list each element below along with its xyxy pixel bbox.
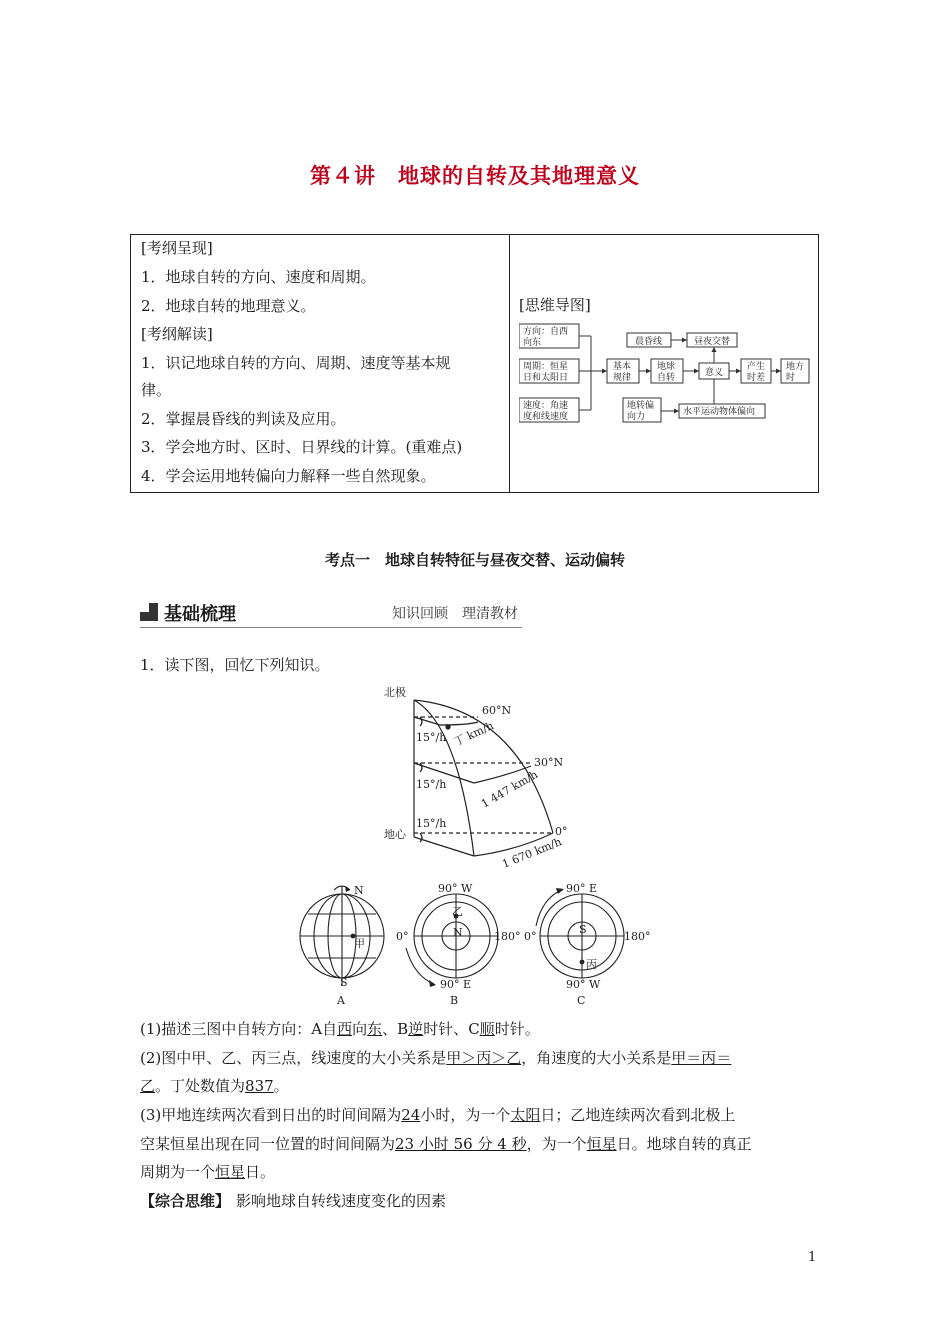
answer-text: 时针。	[494, 1020, 540, 1038]
label-speed-1670: 1 670 km/h	[500, 835, 564, 871]
globe-b-center: N	[453, 926, 463, 939]
globe-b-left: 0°	[396, 930, 409, 943]
label-north-pole: 北极	[384, 686, 406, 699]
node-terminator: 晨昏线	[635, 337, 663, 347]
node-meaning: 意义	[705, 368, 724, 378]
answer-text: ，为一个	[526, 1135, 587, 1153]
answer-text: 空某恒星出现在同一位置的时间间隔为	[140, 1135, 396, 1153]
node-time-diff: 产生	[747, 362, 766, 372]
globe-c-center: S	[579, 923, 587, 936]
label-speed-ding: 丁 km/h	[451, 719, 496, 749]
globe-c-label: C	[577, 994, 586, 1007]
outline-heading: [考纲解读]	[141, 325, 213, 343]
outline-item: 1．识记地球自转的方向、周期、速度等基本规	[141, 354, 451, 372]
label-60n: 60°N	[482, 704, 512, 717]
answer-blank: 恒星	[215, 1163, 246, 1181]
answer-3-end	[140, 1162, 275, 1182]
answer-blank: 837	[245, 1077, 274, 1095]
point-yi: 乙	[452, 905, 463, 918]
table-divider	[509, 235, 510, 492]
globe-a	[300, 886, 384, 986]
globe-a-south: S	[340, 976, 348, 989]
synthesis-text: 影响地球自转线速度变化的因素	[236, 1192, 447, 1210]
answer-text: 日。	[245, 1163, 276, 1181]
globe-b-label: B	[450, 994, 459, 1007]
answer-text: 。丁处数值为	[155, 1077, 246, 1095]
node-local-time: 时	[786, 373, 796, 383]
answer-blank: 23 小时 56 分 4 秒	[395, 1135, 527, 1153]
outline-table	[130, 234, 819, 493]
answer-text: 时针、C	[423, 1020, 480, 1038]
mindmap-heading: [思维导图]	[519, 296, 591, 314]
globe-c-bottom: 90° W	[566, 978, 601, 991]
synthesis-line	[140, 1191, 446, 1211]
point-bing: 丙	[586, 958, 597, 971]
answer-text: 日；乙地连续两次看到北极上	[540, 1106, 736, 1124]
basis-marker-notch	[140, 603, 149, 612]
node-coriolis: 地转偏	[627, 401, 655, 411]
node-direction: 方向：自西	[523, 327, 569, 337]
node-period: 日和太阳日	[523, 373, 569, 383]
outline-item: 1．地球自转的方向、速度和周期。	[141, 268, 376, 286]
answer-2-cont	[140, 1076, 289, 1096]
globe-c-right: 180°	[624, 930, 651, 943]
answer-1	[140, 1019, 540, 1039]
synthesis-label: 【综合思维】	[140, 1192, 231, 1210]
page-number: 1	[808, 1250, 817, 1265]
answer-text: 日。地球自转的真正	[616, 1135, 752, 1153]
section-title: 考点一 地球自转特征与昼夜交替、运动偏转	[324, 551, 625, 569]
answer-text: 向	[352, 1020, 368, 1038]
label-equator: 0°	[555, 825, 568, 838]
answer-3	[140, 1105, 735, 1125]
answer-blank: 恒星	[586, 1135, 617, 1153]
globe-a-label: A	[337, 994, 345, 1007]
node-coriolis: 向力	[627, 412, 646, 422]
node-earth-rotation: 地球	[657, 362, 676, 372]
answer-text: ，角速度的大小关系是	[521, 1049, 672, 1067]
label-earth-center: 地心	[384, 828, 406, 841]
node-basic-law: 规律	[613, 373, 632, 383]
answer-text: (3)甲地连续两次看到日出的时间间隔为	[140, 1106, 402, 1124]
label-angular-speed: 15°/h	[416, 817, 447, 830]
answer-text: (2)图中甲、乙、丙三点，线速度的大小关系是	[140, 1049, 447, 1067]
answer-blank: 西	[337, 1020, 353, 1038]
label-speed-1447: 1 447 km/h	[479, 767, 540, 811]
globe-b-bottom: 90° E	[440, 978, 472, 991]
answer-2	[140, 1048, 731, 1068]
answer-blank: 甲＝丙＝	[671, 1049, 732, 1067]
answer-text: (1)描述三图中自转方向：A自	[140, 1020, 338, 1038]
node-basic-law: 基本	[613, 362, 632, 372]
basis-rule	[140, 627, 522, 628]
label-30n: 30°N	[534, 756, 564, 769]
outline-item: 2．掌握晨昏线的判读及应用。	[141, 410, 346, 428]
basis-subtitle: 知识回顾 理清教材	[392, 606, 518, 622]
question-1: 1．读下图，回忆下列知识。	[140, 656, 330, 674]
node-deflection: 水平运动物体偏向	[683, 407, 756, 417]
node-period: 周期：恒星	[523, 362, 569, 372]
answer-text: 。	[273, 1077, 289, 1095]
label-angular-speed: 15°/h	[416, 778, 447, 791]
page-title: 第４讲 地球的自转及其地理意义	[310, 163, 640, 188]
mind-map	[519, 323, 817, 429]
globe-b-right: 180°	[494, 930, 521, 943]
globe-c-top: 90° E	[566, 882, 598, 895]
outline-item: 律。	[141, 381, 172, 399]
answer-blank: 顺	[479, 1020, 495, 1038]
answer-blank: 甲＞丙＞乙	[446, 1049, 522, 1067]
answer-3-cont	[140, 1134, 752, 1154]
basis-header	[140, 600, 522, 630]
node-speed: 度和线速度	[523, 412, 569, 422]
answer-text: 、B	[382, 1020, 409, 1038]
globe-c-left: 0°	[524, 930, 537, 943]
outline-item: 2．地球自转的地理意义。	[141, 297, 316, 315]
label-angular-speed: 15°/h	[416, 731, 447, 744]
rotation-direction-figure	[290, 878, 670, 1010]
outline-item: 3．学会地方时、区时、日界线的计算。(重难点)	[141, 438, 463, 456]
answer-text: 小时，为一个	[420, 1106, 511, 1124]
earth-section-figure	[378, 680, 588, 880]
point-jia: 甲	[354, 937, 365, 950]
node-direction: 向东	[523, 338, 542, 348]
globe-b-top: 90° W	[438, 882, 473, 895]
node-local-time: 地方	[786, 362, 805, 372]
basis-label: 基础梳理	[164, 604, 236, 625]
globe-a-north: N	[354, 884, 364, 897]
answer-blank: 乙	[140, 1077, 156, 1095]
answer-blank: 24	[401, 1106, 421, 1124]
node-time-diff: 时差	[747, 373, 766, 383]
answer-blank: 逆	[408, 1020, 424, 1038]
answer-text: 周期为一个	[140, 1163, 216, 1181]
node-day-night: 昼夜交替	[694, 337, 731, 347]
outline-item: 4．学会运用地转偏向力解释一些自然现象。	[141, 467, 436, 485]
node-earth-rotation: 自转	[657, 373, 676, 383]
answer-blank: 太阳	[510, 1106, 541, 1124]
outline-heading: [考纲呈现]	[141, 239, 213, 257]
answer-blank: 东	[367, 1020, 383, 1038]
node-speed: 速度：角速	[523, 401, 569, 411]
